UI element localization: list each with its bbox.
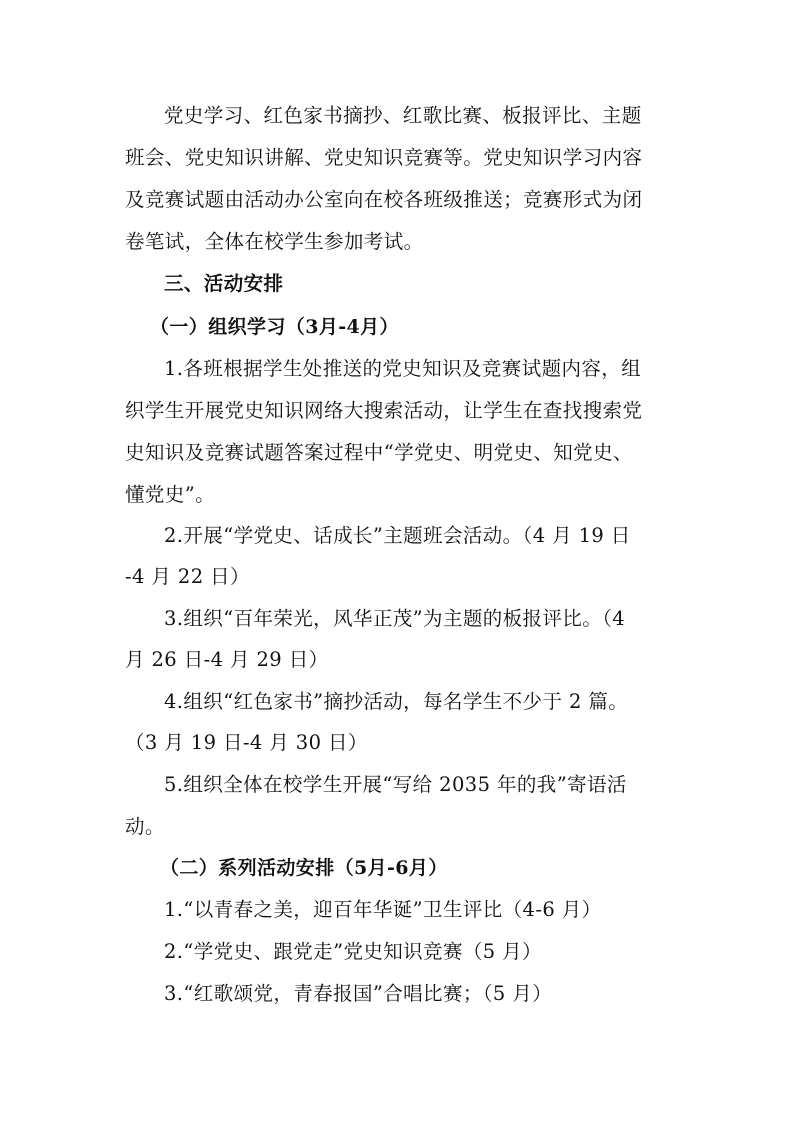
section-three-heading: 三、活动安排: [164, 272, 284, 295]
intro-line-2: 班会、党史知识讲解、党史知识竞赛等。党史知识学习内容: [125, 146, 643, 169]
series-item-2: 2.“学党史、跟党走”党史知识竞赛（5 月）: [164, 940, 542, 963]
item-1-line-2: 织学生开展党史知识网络大搜索活动，让学生在查找搜索党: [125, 399, 643, 422]
item-3-line-1: 3.组织“百年荣光，风华正茂”为主题的板报评比。（4: [164, 607, 626, 630]
item-1-line-4: 懂党史”。: [125, 483, 215, 506]
item-1-line-3: 史知识及竞赛试题答案过程中“学党史、明党史、知党史、: [125, 441, 633, 464]
series-item-1: 1.“以青春之美，迎百年华诞”卫生评比（4-6 月）: [164, 898, 602, 921]
series-item-3: 3.“红歌颂党，青春报国”合唱比赛；（5 月）: [164, 982, 553, 1005]
subsection-one-heading: （一）组织学习（3月-4月）: [150, 316, 399, 338]
item-2-line-2: -4 月 22 日）: [125, 565, 250, 588]
item-5-line-2: 动。: [125, 815, 165, 838]
item-5-line-1: 5.组织全体在校学生开展“写给 2035 年的我”寄语活: [164, 773, 627, 796]
item-3-line-2: 月 26 日-4 月 29 日）: [125, 648, 329, 671]
item-2-line-1: 2.开展“学党史、话成长”主题班会活动。（4 月 19 日: [164, 524, 631, 547]
item-4-line-1: 4.组织“红色家书”摘抄活动，每名学生不少于 2 篇。: [164, 690, 629, 713]
subsection-two-heading: （二）系列活动安排（5月-6月）: [160, 857, 448, 879]
intro-line-1: 党史学习、红色家书摘抄、红歌比赛、板报评比、主题: [164, 104, 642, 127]
item-4-line-2: （3 月 19 日-4 月 30 日）: [125, 731, 368, 754]
intro-line-4: 卷笔试，全体在校学生参加考试。: [125, 230, 424, 253]
item-1-line-1: 1.各班根据学生处推送的党史知识及竞赛试题内容，组: [164, 357, 642, 380]
intro-line-3: 及竞赛试题由活动办公室向在校各班级推送；竞赛形式为闭: [125, 188, 643, 211]
